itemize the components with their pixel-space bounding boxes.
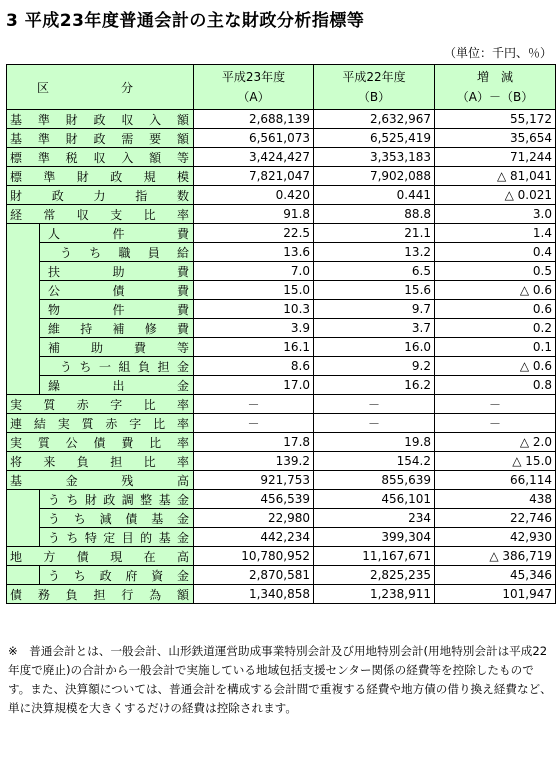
cell-b: 2,632,967 (314, 110, 435, 129)
cell-c: 0.1 (435, 338, 556, 357)
row-label: うち政府資金 (40, 566, 194, 585)
cell-b: － (314, 414, 435, 433)
cell-c: △ 386,719 (435, 547, 556, 566)
cell-a: 15.0 (194, 281, 314, 300)
cell-b: 16.0 (314, 338, 435, 357)
row-label: 実質公債費比率 (7, 433, 194, 452)
table-row (7, 224, 556, 243)
row-label: 基準財政需要額 (7, 129, 194, 148)
cell-a: 22.5 (194, 224, 314, 243)
cell-c: △ 0.021 (435, 186, 556, 205)
row-label: 維持補修費 (40, 319, 194, 338)
row-label: うち一組負担金 (40, 357, 194, 376)
cell-a: 0.420 (194, 186, 314, 205)
cell-b: 399,304 (314, 528, 435, 547)
table-row (7, 395, 556, 414)
cell-c: － (435, 414, 556, 433)
row-label: うち減債基金 (40, 509, 194, 528)
cell-b: 21.1 (314, 224, 435, 243)
cell-c: △ 0.6 (435, 357, 556, 376)
cell-a: 7.0 (194, 262, 314, 281)
cell-c: 71,244 (435, 148, 556, 167)
cell-a: 6,561,073 (194, 129, 314, 148)
cell-a: 139.2 (194, 452, 314, 471)
cell-b: 9.7 (314, 300, 435, 319)
cell-b: 2,825,235 (314, 566, 435, 585)
cell-c: 55,172 (435, 110, 556, 129)
table-row (7, 300, 556, 319)
row-label: 扶助費 (40, 262, 194, 281)
cell-a: 22,980 (194, 509, 314, 528)
cell-b: 15.6 (314, 281, 435, 300)
table-row (7, 585, 556, 604)
table-row (7, 129, 556, 148)
header-category: 区 分 (7, 65, 194, 110)
row-indent (7, 224, 40, 243)
cell-c: 0.8 (435, 376, 556, 395)
cell-a: 2,870,581 (194, 566, 314, 585)
table-row (7, 357, 556, 376)
table-row (7, 528, 556, 547)
row-label: 財政力指数 (7, 186, 194, 205)
cell-c: △ 2.0 (435, 433, 556, 452)
row-indent (7, 357, 40, 376)
cell-a: 13.6 (194, 243, 314, 262)
table-row (7, 566, 556, 585)
cell-a: 442,234 (194, 528, 314, 547)
table-row (7, 148, 556, 167)
row-label: 標準税収入額等 (7, 148, 194, 167)
row-label: 補助費等 (40, 338, 194, 357)
row-indent (7, 528, 40, 547)
cell-a: 3,424,427 (194, 148, 314, 167)
header-col-a-year: 平成23年度 (221, 70, 286, 84)
table-row (7, 110, 556, 129)
finance-indicator-table (6, 64, 556, 604)
cell-a: － (194, 395, 314, 414)
table-row (7, 262, 556, 281)
cell-b: 6,525,419 (314, 129, 435, 148)
cell-a: 10,780,952 (194, 547, 314, 566)
header-col-a (194, 65, 314, 110)
cell-b: 19.8 (314, 433, 435, 452)
cell-a: 8.6 (194, 357, 314, 376)
cell-c: 1.4 (435, 224, 556, 243)
cell-b: 154.2 (314, 452, 435, 471)
cell-c: 35,654 (435, 129, 556, 148)
cell-c: △ 15.0 (435, 452, 556, 471)
cell-c: 0.6 (435, 300, 556, 319)
cell-b: 11,167,671 (314, 547, 435, 566)
cell-c: △ 81,041 (435, 167, 556, 186)
header-col-b-code: （B） (357, 90, 391, 104)
row-label: 債務負担行為額 (7, 585, 194, 604)
row-label: 標準財政規模 (7, 167, 194, 186)
page-title: 3 平成23年度普通会計の主な財政分析指標等 (6, 11, 365, 31)
cell-b: 0.441 (314, 186, 435, 205)
cell-b: 3.7 (314, 319, 435, 338)
row-label: 実質赤字比率 (7, 395, 194, 414)
row-label: 基金残高 (7, 471, 194, 490)
row-label: 経常収支比率 (7, 205, 194, 224)
row-label: 連結実質赤字比率 (7, 414, 194, 433)
header-col-a-code: （A） (237, 90, 270, 104)
cell-a: 10.3 (194, 300, 314, 319)
cell-b: 234 (314, 509, 435, 528)
cell-c: 22,746 (435, 509, 556, 528)
cell-a: 3.9 (194, 319, 314, 338)
header-col-c (435, 65, 556, 110)
row-indent (7, 281, 40, 300)
row-label: うち財政調整基金 (40, 490, 194, 509)
cell-a: 16.1 (194, 338, 314, 357)
row-indent (7, 509, 40, 528)
cell-c: 0.4 (435, 243, 556, 262)
row-label: うち特定目的基金 (40, 528, 194, 547)
row-label: 繰出金 (40, 376, 194, 395)
unit-label: （単位：千円、％） (443, 46, 552, 60)
row-label: 基準財政収入額 (7, 110, 194, 129)
cell-a: 91.8 (194, 205, 314, 224)
table-row (7, 547, 556, 566)
row-indent (7, 243, 40, 262)
row-label: 将来負担比率 (7, 452, 194, 471)
table-row (7, 376, 556, 395)
row-indent (7, 376, 40, 395)
table-header-row (7, 65, 556, 110)
row-indent (7, 490, 40, 509)
footnote: ※ 普通会計とは、一般会計、山形鉄道運営助成事業特別会計及び用地特別会計(用地特別会計は平成22年度で廃止)の合計から一般会計で実施している地域包括支援センター関係の経費等を控除したものです。また、決算額については、普通会計を構成する会計間で重複する経費や地方債の借り換え経費など、単に決算規模を大きくするだけの経費は控除されます。 (8, 644, 552, 715)
cell-b: 1,238,911 (314, 585, 435, 604)
row-indent (7, 262, 40, 281)
cell-a: － (194, 414, 314, 433)
cell-a: 2,688,139 (194, 110, 314, 129)
cell-b: 88.8 (314, 205, 435, 224)
table-row (7, 452, 556, 471)
header-col-b-year: 平成22年度 (342, 70, 406, 84)
row-indent (7, 300, 40, 319)
cell-b: 456,101 (314, 490, 435, 509)
cell-a: 1,340,858 (194, 585, 314, 604)
table-row (7, 433, 556, 452)
row-label: 地方債現在高 (7, 547, 194, 566)
table-row (7, 281, 556, 300)
cell-b: － (314, 395, 435, 414)
header-col-c-formula: （A）－（B） (456, 90, 534, 104)
header-col-b (314, 65, 435, 110)
cell-a: 17.0 (194, 376, 314, 395)
header-col-c-label: 増 減 (477, 70, 514, 84)
table-row (7, 167, 556, 186)
cell-c: 66,114 (435, 471, 556, 490)
table-row (7, 414, 556, 433)
cell-b: 7,902,088 (314, 167, 435, 186)
row-label: 人件費 (40, 224, 194, 243)
table-row (7, 490, 556, 509)
cell-a: 456,539 (194, 490, 314, 509)
cell-c: 0.2 (435, 319, 556, 338)
cell-c: 3.0 (435, 205, 556, 224)
row-label: 物件費 (40, 300, 194, 319)
table-row (7, 186, 556, 205)
cell-b: 6.5 (314, 262, 435, 281)
table-row (7, 338, 556, 357)
cell-b: 13.2 (314, 243, 435, 262)
row-indent (7, 319, 40, 338)
table-row (7, 243, 556, 262)
row-label: 公債費 (40, 281, 194, 300)
cell-a: 17.8 (194, 433, 314, 452)
row-indent (7, 566, 40, 585)
cell-b: 9.2 (314, 357, 435, 376)
table-row (7, 319, 556, 338)
cell-c: 438 (435, 490, 556, 509)
row-indent (7, 338, 40, 357)
cell-a: 921,753 (194, 471, 314, 490)
cell-b: 16.2 (314, 376, 435, 395)
table-row (7, 205, 556, 224)
cell-c: 101,947 (435, 585, 556, 604)
cell-c: 0.5 (435, 262, 556, 281)
cell-b: 855,639 (314, 471, 435, 490)
table-row (7, 471, 556, 490)
cell-c: △ 0.6 (435, 281, 556, 300)
cell-c: 45,346 (435, 566, 556, 585)
row-label: うち職員給 (40, 243, 194, 262)
cell-c: 42,930 (435, 528, 556, 547)
cell-a: 7,821,047 (194, 167, 314, 186)
cell-b: 3,353,183 (314, 148, 435, 167)
table-row (7, 509, 556, 528)
cell-c: － (435, 395, 556, 414)
